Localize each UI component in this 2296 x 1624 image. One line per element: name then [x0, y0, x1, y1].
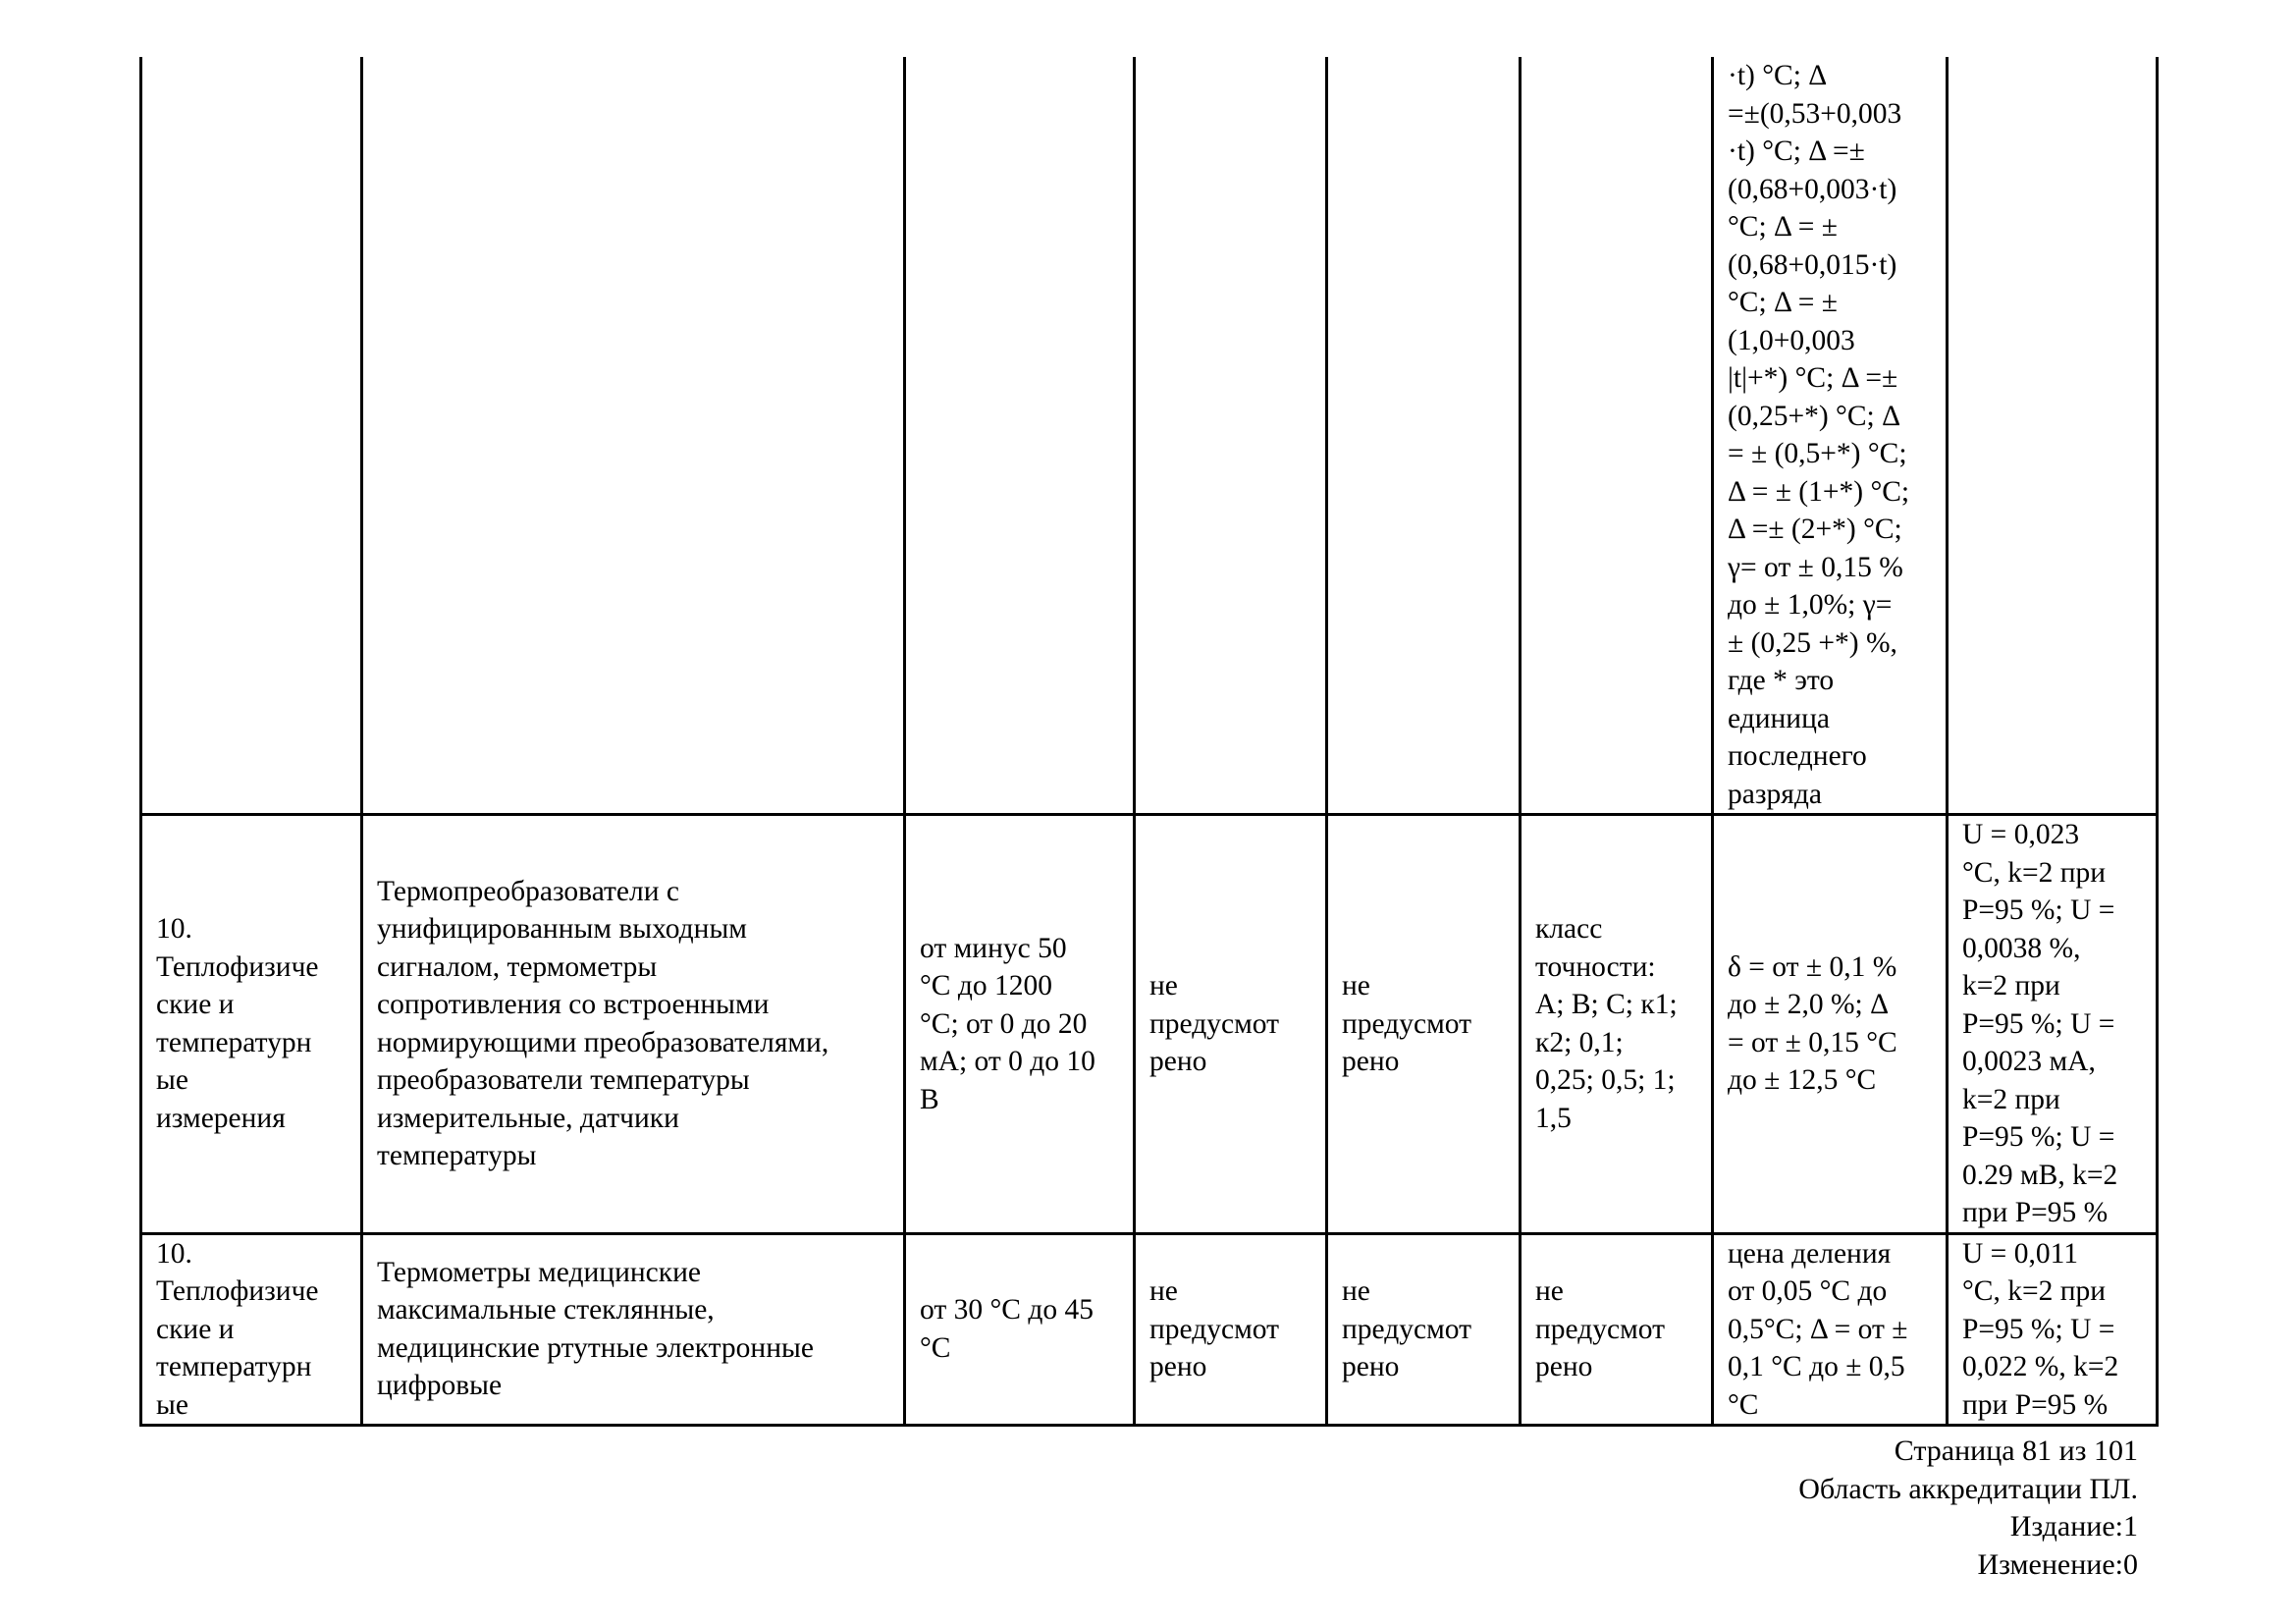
cell-text-line: P=95 %; U =	[1962, 1007, 2115, 1040]
cell-col4	[1135, 57, 1327, 815]
cell-text-line: нормирующими преобразователями,	[377, 1026, 829, 1058]
cell-text-line: к2; 0,1;	[1535, 1026, 1624, 1058]
cell-text-line: не	[1149, 970, 1178, 1001]
cell-range	[905, 57, 1135, 815]
cell-text-line: Теплофизиче	[156, 950, 319, 983]
cell-text-line: А; В; С; к1;	[1535, 989, 1678, 1021]
cell-object	[362, 1233, 905, 1426]
cell-text-line: 0,5°С; Δ = от ±	[1728, 1313, 1908, 1345]
cell-text-line: температуры	[377, 1140, 537, 1172]
cell-col5	[1327, 815, 1521, 1234]
cell-text-line: (0,68+0,015·t)	[1728, 248, 1897, 281]
cell-text-line: ские и	[156, 989, 235, 1021]
cell-tolerance	[1713, 1233, 1948, 1426]
cell-text-line: цифровые	[377, 1370, 503, 1402]
accreditation-scope-table	[139, 57, 2159, 1427]
cell-area	[141, 57, 362, 815]
cell-text-line: температурн	[156, 1026, 312, 1058]
cell-text-line: последнего	[1728, 740, 1867, 772]
cell-text-line: (1,0+0,003	[1728, 324, 1855, 356]
cell-text-line: 0,022 %, k=2	[1962, 1351, 2119, 1382]
cell-text-line: (0,25+*) °C; Δ	[1728, 400, 1901, 432]
cell-text-line: =±(0,53+0,003	[1728, 97, 1902, 130]
cell-range	[905, 815, 1135, 1234]
cell-range	[905, 1233, 1135, 1426]
cell-text-line: ые	[156, 1064, 188, 1097]
cell-text-line: = ± (0,5+*) °C;	[1728, 438, 1907, 469]
cell-col4	[1135, 815, 1327, 1234]
cell-text-line: Термопреобразователи с	[377, 875, 680, 907]
cell-text-line: максимальные стеклянные,	[377, 1294, 715, 1326]
cell-text-line: 0,25; 0,5; 1;	[1535, 1064, 1676, 1097]
cell-object	[362, 57, 905, 815]
cell-text-line: (0,68+0,003·t)	[1728, 173, 1897, 205]
cell-text-line: |t|+*) °C; Δ =±	[1728, 362, 1898, 394]
cell-text-line: до ± 12,5 °C	[1728, 1064, 1877, 1097]
cell-text-line: °C; Δ = ±	[1728, 287, 1838, 318]
cell-class	[1521, 815, 1713, 1234]
cell-text-line: предусмот	[1342, 1313, 1472, 1345]
cell-text-line: ые	[156, 1388, 188, 1421]
cell-text-line: 0,1 °С до ± 0,5	[1728, 1351, 1905, 1382]
cell-text-line: где * это	[1728, 665, 1835, 696]
cell-text-line: γ= от ± 0,15 %	[1728, 551, 1903, 583]
cell-col5	[1327, 57, 1521, 815]
cell-text-line: ·t) °C; Δ	[1728, 60, 1828, 91]
cell-text-line: измерительные, датчики	[377, 1102, 679, 1134]
cell-text-line: класс	[1535, 913, 1603, 946]
cell-text-line: от 30 °С до 45	[920, 1294, 1094, 1326]
cell-text-line: не	[1342, 1275, 1370, 1307]
cell-text-line: до ± 1,0%; γ=	[1728, 589, 1893, 621]
cell-text-line: единица	[1728, 702, 1830, 734]
cell-text-line: точности:	[1535, 950, 1656, 983]
accreditation-scope-label: Область аккредитации ПЛ.	[1798, 1472, 2138, 1505]
cell-text-line: Δ =± (2+*) °C;	[1728, 514, 1902, 545]
cell-text-line: °C; Δ = ±	[1728, 211, 1838, 243]
cell-text-line: предусмот	[1149, 1313, 1280, 1345]
cell-text-line: рено	[1535, 1351, 1593, 1382]
cell-tolerance	[1713, 57, 1948, 815]
cell-col5	[1327, 1233, 1521, 1426]
cell-text-line: предусмот	[1342, 1007, 1472, 1040]
cell-text-line: °С; от 0 до 20	[920, 1007, 1088, 1040]
page-number: Страница 81 из 101	[1894, 1435, 2138, 1467]
cell-text-line: В	[920, 1083, 939, 1115]
cell-text-line: сигналом, термометры	[377, 950, 658, 983]
cell-uncertainty	[1948, 57, 2158, 815]
cell-text-line: цена деления	[1728, 1237, 1892, 1270]
cell-text-line: при P=95 %	[1962, 1388, 2109, 1421]
cell-text-line: рено	[1149, 1046, 1207, 1077]
cell-class	[1521, 57, 1713, 815]
cell-text-line: ·t) °C; Δ =±	[1728, 135, 1865, 167]
cell-class	[1521, 1233, 1713, 1426]
cell-text-line: ± (0,25 +*) %,	[1728, 626, 1897, 659]
cell-text-line: от 0,05 °С до	[1728, 1275, 1888, 1307]
cell-area	[141, 1233, 362, 1426]
cell-text-line: рено	[1342, 1351, 1400, 1382]
cell-tolerance	[1713, 815, 1948, 1234]
cell-text-line: 10.	[156, 913, 192, 946]
cell-text-line: преобразователи температуры	[377, 1064, 750, 1097]
cell-text-line: сопротивления со встроенными	[377, 989, 770, 1021]
cell-text-line: δ = от ± 0,1 %	[1728, 950, 1897, 983]
cell-text-line: при P=95 %	[1962, 1197, 2109, 1228]
cell-text-line: °С	[1728, 1388, 1759, 1421]
cell-text-line: P=95 %; U =	[1962, 1121, 2115, 1153]
cell-text-line: = от ± 0,15 °C	[1728, 1026, 1897, 1058]
cell-text-line: 10.	[156, 1237, 192, 1270]
cell-text-line: Термометры медицинские	[377, 1256, 701, 1288]
cell-text-line: 0,0038 %,	[1962, 932, 2081, 964]
cell-text-line: предусмот	[1149, 1007, 1280, 1040]
cell-text-line: рено	[1149, 1351, 1207, 1382]
page-footer	[1798, 1433, 2138, 1584]
cell-object	[362, 815, 905, 1234]
table-row	[141, 815, 2158, 1234]
cell-area	[141, 815, 362, 1234]
cell-text-line: P=95 %; U =	[1962, 894, 2115, 926]
cell-text-line: измерения	[156, 1102, 286, 1134]
cell-text-line: °C, k=2 при	[1962, 856, 2107, 889]
cell-text-line: 1,5	[1535, 1102, 1572, 1134]
cell-text-line: Теплофизиче	[156, 1275, 319, 1307]
cell-text-line: °С	[920, 1331, 951, 1364]
cell-text-line: °С до 1200	[920, 970, 1052, 1001]
cell-text-line: k=2 при	[1962, 1083, 2060, 1115]
cell-text-line: мА; от 0 до 10	[920, 1046, 1095, 1077]
cell-text-line: ские и	[156, 1313, 235, 1345]
cell-text-line: k=2 при	[1962, 970, 2060, 1001]
cell-col4	[1135, 1233, 1327, 1426]
cell-uncertainty	[1948, 815, 2158, 1234]
cell-text-line: 0,0023 мА,	[1962, 1046, 2096, 1077]
cell-text-line: до ± 2,0 %; Δ	[1728, 989, 1890, 1021]
cell-text-line: унифицированным выходным	[377, 913, 747, 946]
cell-uncertainty	[1948, 1233, 2158, 1426]
cell-text-line: U = 0,011	[1962, 1237, 2078, 1270]
cell-text-line: не	[1535, 1275, 1564, 1307]
cell-text-line: °C, k=2 при	[1962, 1275, 2107, 1307]
cell-text-line: от минус 50	[920, 932, 1067, 964]
cell-text-line: 0.29 мВ, k=2	[1962, 1159, 2118, 1191]
cell-text-line: медицинские ртутные электронные	[377, 1331, 814, 1364]
cell-text-line: разряда	[1728, 778, 1822, 810]
cell-text-line: температурн	[156, 1351, 312, 1382]
cell-text-line: Δ = ± (1+*) °C;	[1728, 475, 1910, 508]
table-row	[141, 1233, 2158, 1426]
edition-label: Издание:1	[2009, 1510, 2138, 1543]
revision-label: Изменение:0	[1977, 1547, 2138, 1581]
cell-text-line: P=95 %; U =	[1962, 1313, 2115, 1345]
cell-text-line: предусмот	[1535, 1313, 1666, 1345]
table-row-continuation	[141, 57, 2158, 815]
cell-text-line: не	[1342, 970, 1370, 1001]
cell-text-line: не	[1149, 1275, 1178, 1307]
cell-text-line: U = 0,023	[1962, 819, 2080, 850]
cell-text-line: рено	[1342, 1046, 1400, 1077]
